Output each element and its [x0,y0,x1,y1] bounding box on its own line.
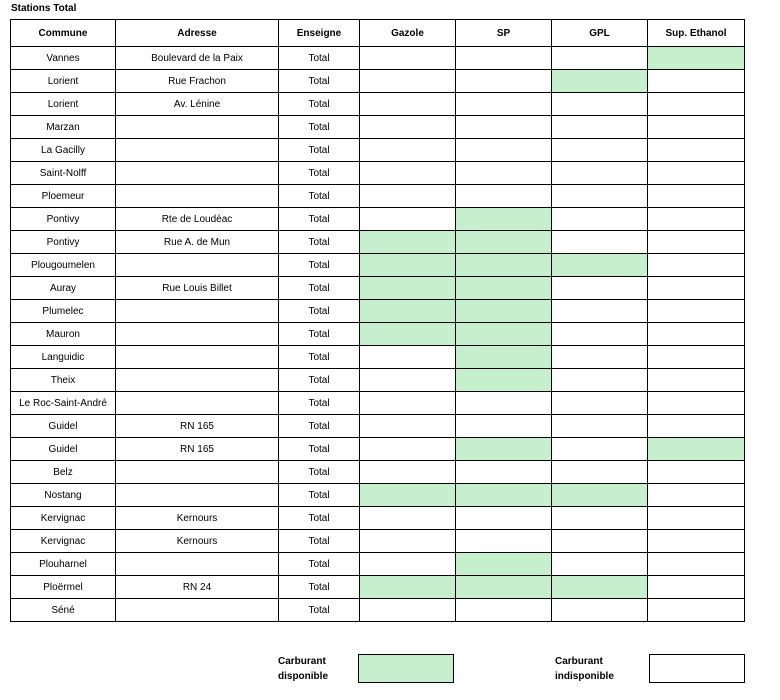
enseigne-cell: Total [279,208,360,231]
sp-cell [456,300,552,323]
commune-cell: Nostang [11,484,116,507]
gpl-cell [552,254,648,277]
ethanol-cell [648,438,745,461]
gpl-cell [552,231,648,254]
adresse-cell [116,346,279,369]
gazole-cell [360,530,456,553]
enseigne-cell: Total [279,369,360,392]
enseigne-cell: Total [279,231,360,254]
sp-cell [456,185,552,208]
gpl-cell [552,185,648,208]
table-row [11,461,745,484]
adresse-cell: Boulevard de la Paix [116,47,279,70]
gpl-cell [552,70,648,93]
enseigne-cell: Total [279,392,360,415]
gazole-cell [360,369,456,392]
gpl-cell [552,93,648,116]
table-row [11,47,745,70]
header-adresse: Adresse [116,20,279,47]
enseigne-cell: Total [279,47,360,70]
gazole-cell [360,346,456,369]
adresse-cell: RN 24 [116,576,279,599]
gpl-cell [552,300,648,323]
enseigne-cell: Total [279,323,360,346]
commune-cell: Pontivy [11,231,116,254]
gazole-cell [360,415,456,438]
table-row [11,415,745,438]
gpl-cell [552,576,648,599]
enseigne-cell: Total [279,346,360,369]
sp-cell [456,346,552,369]
enseigne-cell: Total [279,461,360,484]
sp-cell [456,599,552,622]
sp-cell [456,530,552,553]
adresse-cell [116,369,279,392]
commune-cell: Plougoumelen [11,254,116,277]
legend-unavailable-swatch [649,654,745,683]
commune-cell: Guidel [11,415,116,438]
gazole-cell [360,139,456,162]
gazole-cell [360,231,456,254]
gazole-cell [360,553,456,576]
gpl-cell [552,116,648,139]
adresse-cell: RN 165 [116,438,279,461]
adresse-cell [116,254,279,277]
gpl-cell [552,139,648,162]
gpl-cell [552,277,648,300]
ethanol-cell [648,300,745,323]
gpl-cell [552,369,648,392]
table-row [11,484,745,507]
table-row [11,93,745,116]
gpl-cell [552,553,648,576]
table-row [11,277,745,300]
header-gpl: GPL [552,20,648,47]
gazole-cell [360,599,456,622]
adresse-cell [116,323,279,346]
header-row [11,20,745,47]
gpl-cell [552,530,648,553]
gazole-cell [360,47,456,70]
gazole-cell [360,507,456,530]
ethanol-cell [648,277,745,300]
ethanol-cell [648,599,745,622]
ethanol-cell [648,70,745,93]
commune-cell: Ploemeur [11,185,116,208]
table-row [11,231,745,254]
commune-cell: Ploërmel [11,576,116,599]
table-row [11,438,745,461]
header-gazole: Gazole [360,20,456,47]
table-row [11,576,745,599]
gpl-cell [552,461,648,484]
commune-cell: Belz [11,461,116,484]
gpl-cell [552,208,648,231]
table-row [11,369,745,392]
gpl-cell [552,507,648,530]
table-row [11,323,745,346]
gazole-cell [360,277,456,300]
commune-cell: Plumelec [11,300,116,323]
enseigne-cell: Total [279,438,360,461]
header-sp: SP [456,20,552,47]
adresse-cell: Rue Frachon [116,70,279,93]
sp-cell [456,484,552,507]
enseigne-cell: Total [279,277,360,300]
table-row [11,208,745,231]
sp-cell [456,415,552,438]
adresse-cell [116,553,279,576]
enseigne-cell: Total [279,507,360,530]
table-row [11,185,745,208]
enseigne-cell: Total [279,530,360,553]
commune-cell: Kervignac [11,507,116,530]
ethanol-cell [648,369,745,392]
table-row [11,70,745,93]
legend-available-label: Carburant disponible [278,656,328,682]
enseigne-cell: Total [279,139,360,162]
table-row [11,530,745,553]
gazole-cell [360,300,456,323]
adresse-cell: RN 165 [116,415,279,438]
commune-cell: Marzan [11,116,116,139]
ethanol-cell [648,484,745,507]
table-row [11,254,745,277]
gazole-cell [360,392,456,415]
table-row [11,162,745,185]
sp-cell [456,208,552,231]
gazole-cell [360,70,456,93]
ethanol-cell [648,392,745,415]
ethanol-cell [648,507,745,530]
ethanol-cell [648,254,745,277]
adresse-cell [116,116,279,139]
commune-cell: Plouharnel [11,553,116,576]
gazole-cell [360,116,456,139]
commune-cell: Saint-Nolff [11,162,116,185]
gazole-cell [360,438,456,461]
gazole-cell [360,185,456,208]
ethanol-cell [648,47,745,70]
ethanol-cell [648,461,745,484]
sp-cell [456,93,552,116]
gpl-cell [552,438,648,461]
header-sup-ethanol: Sup. Ethanol [648,20,745,47]
sp-cell [456,70,552,93]
ethanol-cell [648,415,745,438]
ethanol-cell [648,231,745,254]
enseigne-cell: Total [279,300,360,323]
sp-cell [456,47,552,70]
sp-cell [456,254,552,277]
enseigne-cell: Total [279,162,360,185]
commune-cell: Kervignac [11,530,116,553]
ethanol-cell [648,346,745,369]
sp-cell [456,392,552,415]
gazole-cell [360,576,456,599]
sp-cell [456,576,552,599]
enseigne-cell: Total [279,185,360,208]
gazole-cell [360,254,456,277]
adresse-cell [116,139,279,162]
commune-cell: Le Roc-Saint-André [11,392,116,415]
gazole-cell [360,208,456,231]
adresse-cell: Av. Lénine [116,93,279,116]
commune-cell: Lorient [11,93,116,116]
commune-cell: Lorient [11,70,116,93]
header-commune: Commune [11,20,116,47]
enseigne-cell: Total [279,415,360,438]
enseigne-cell: Total [279,254,360,277]
gazole-cell [360,323,456,346]
gazole-cell [360,93,456,116]
adresse-cell [116,599,279,622]
ethanol-cell [648,553,745,576]
adresse-cell: Rue Louis Billet [116,277,279,300]
legend-unavailable-label: Carburant indisponible [555,656,614,682]
ethanol-cell [648,139,745,162]
gpl-cell [552,162,648,185]
adresse-cell [116,392,279,415]
sp-cell [456,162,552,185]
header-enseigne: Enseigne [279,20,360,47]
sp-cell [456,461,552,484]
ethanol-cell [648,116,745,139]
sp-cell [456,116,552,139]
adresse-cell: Rte de Loudéac [116,208,279,231]
adresse-cell [116,162,279,185]
gpl-cell [552,415,648,438]
ethanol-cell [648,93,745,116]
sp-cell [456,139,552,162]
enseigne-cell: Total [279,116,360,139]
table-row [11,116,745,139]
table-row [11,599,745,622]
commune-cell: La Gacilly [11,139,116,162]
adresse-cell [116,484,279,507]
table-row [11,392,745,415]
commune-cell: Auray [11,277,116,300]
commune-cell: Guidel [11,438,116,461]
commune-cell: Vannes [11,47,116,70]
enseigne-cell: Total [279,553,360,576]
adresse-cell [116,185,279,208]
commune-cell: Séné [11,599,116,622]
gpl-cell [552,346,648,369]
enseigne-cell: Total [279,576,360,599]
adresse-cell [116,300,279,323]
sp-cell [456,507,552,530]
adresse-cell: Rue A. de Mun [116,231,279,254]
table-row [11,139,745,162]
sp-cell [456,323,552,346]
gpl-cell [552,484,648,507]
stations-table [10,19,745,622]
gpl-cell [552,392,648,415]
sp-cell [456,438,552,461]
sp-cell [456,231,552,254]
ethanol-cell [648,576,745,599]
enseigne-cell: Total [279,70,360,93]
adresse-cell [116,461,279,484]
commune-cell: Theix [11,369,116,392]
gpl-cell [552,323,648,346]
commune-cell: Mauron [11,323,116,346]
adresse-cell: Kernours [116,507,279,530]
adresse-cell: Kernours [116,530,279,553]
ethanol-cell [648,530,745,553]
ethanol-cell [648,185,745,208]
table-row [11,346,745,369]
gazole-cell [360,461,456,484]
enseigne-cell: Total [279,599,360,622]
table-row [11,507,745,530]
ethanol-cell [648,162,745,185]
gazole-cell [360,484,456,507]
gazole-cell [360,162,456,185]
sp-cell [456,369,552,392]
sp-cell [456,277,552,300]
sp-cell [456,553,552,576]
table-row [11,300,745,323]
sheet-title: Stations Total [11,3,77,14]
commune-cell: Languidic [11,346,116,369]
enseigne-cell: Total [279,484,360,507]
legend-available-swatch [358,654,454,683]
ethanol-cell [648,323,745,346]
enseigne-cell: Total [279,93,360,116]
gpl-cell [552,47,648,70]
table-row [11,553,745,576]
commune-cell: Pontivy [11,208,116,231]
ethanol-cell [648,208,745,231]
gpl-cell [552,599,648,622]
